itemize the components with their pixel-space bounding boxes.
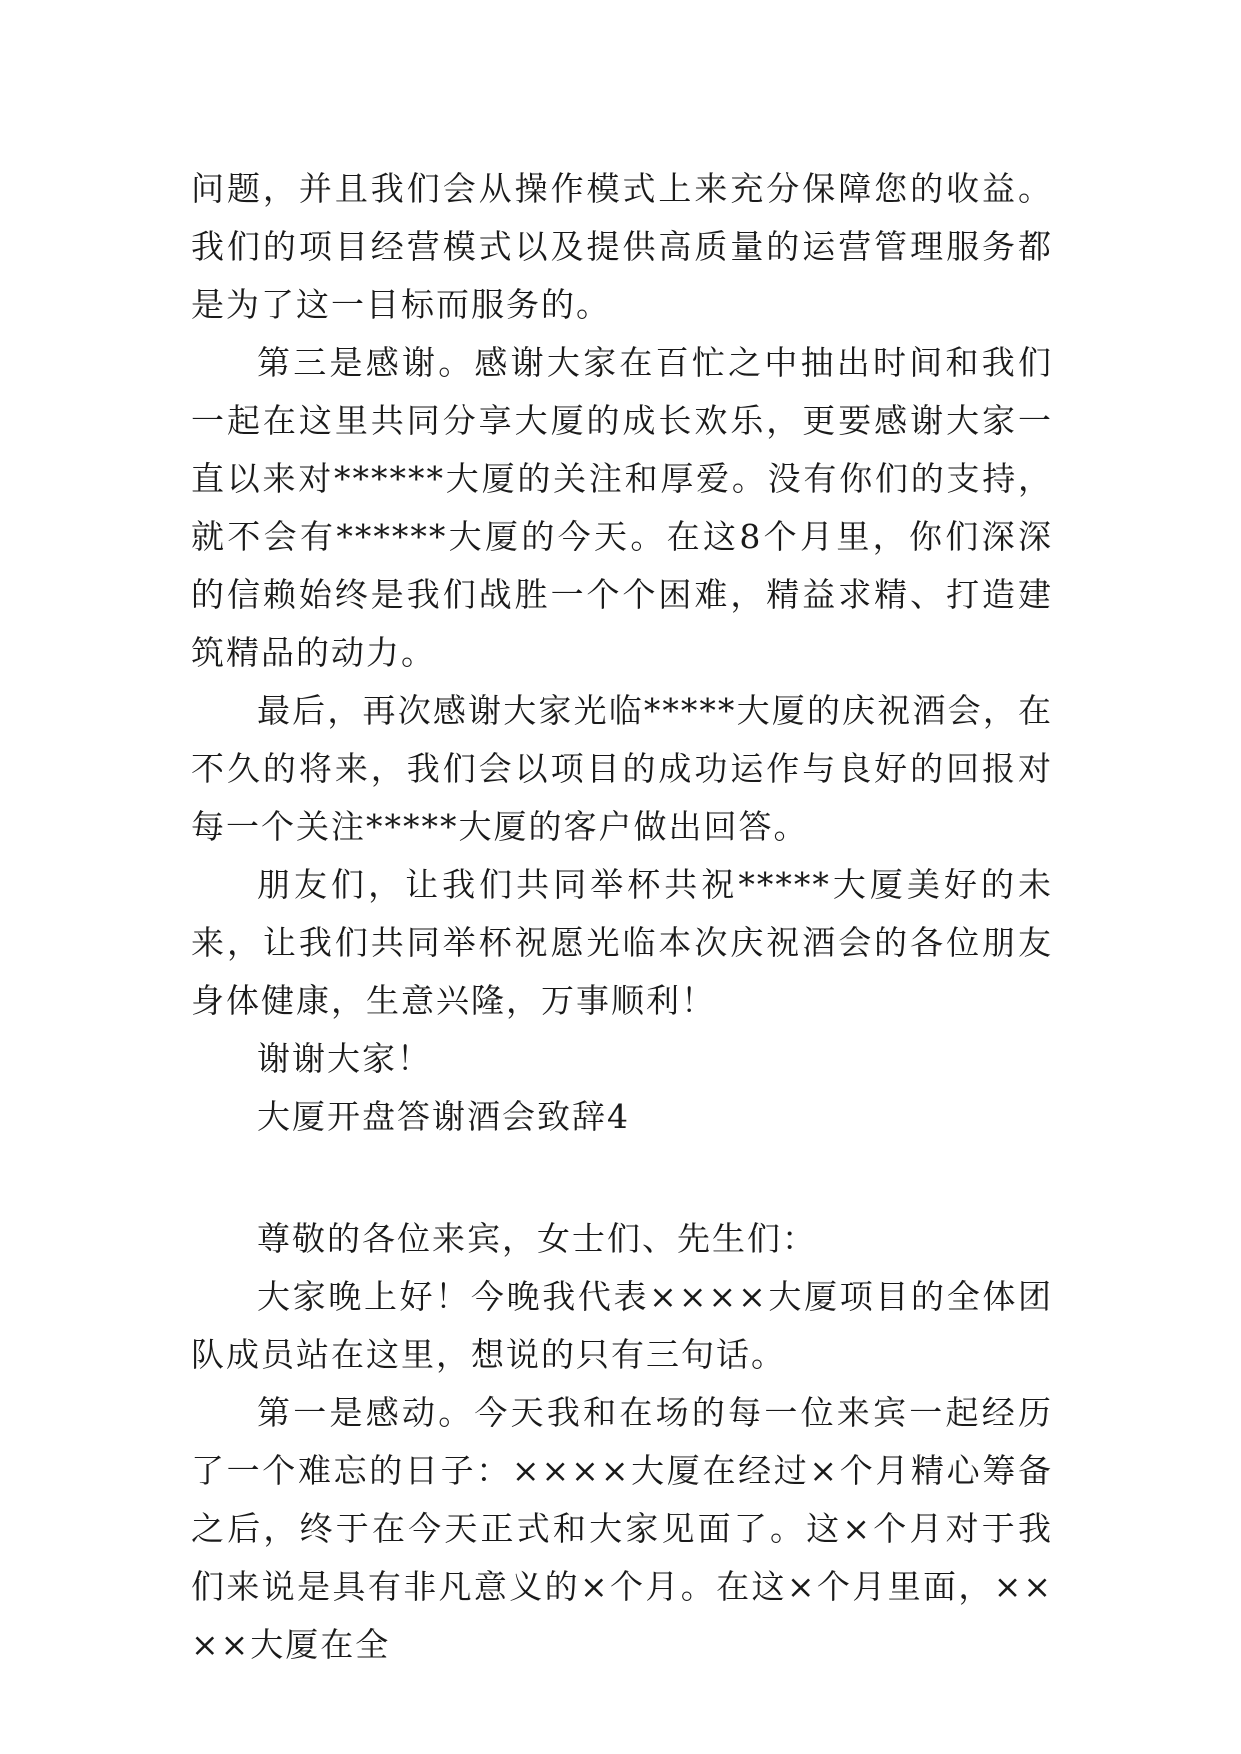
- paragraph-toast: 朋友们，让我们共同举杯共祝*****大厦美好的未来，让我们共同举杯祝愿光临本次庆祝酒会的各位朋友身体健康，生意兴隆，万事顺利！: [191, 865, 1053, 1020]
- paragraph-greeting: 大家晚上好！今晚我代表××××大厦项目的全体团队成员站在这里，想说的只有三句话。: [191, 1277, 1053, 1374]
- paragraph-continuation: 问题，并且我们会从操作模式上来充分保障您的收益。我们的项目经营模式以及提供高质量的运营管理服务都是为了这一目标而服务的。: [191, 169, 1053, 324]
- paragraph-finally: 最后，再次感谢大家光临*****大厦的庆祝酒会，在不久的将来，我们会以项目的成功运作与良好的回报对每一个关注*****大厦的客户做出回答。: [191, 691, 1053, 846]
- paragraph-thanks: 第三是感谢。感谢大家在百忙之中抽出时间和我们一起在这里共同分享大厦的成长欢乐，更要感谢大家一直以来对******大厦的关注和厚爱。没有你们的支持，就不会有******大厦的今天。在这8个月里，你们深深的信赖始终是我们战胜一个个困难，精益求精、打造建筑精品的动力。: [191, 343, 1053, 672]
- paragraph-moved: 第一是感动。今天我和在场的每一位来宾一起经历了一个难忘的日子：××××大厦在经过×个月精心筹备之后，终于在今天正式和大家见面了。这×个月对于我们来说是具有非凡意义的×个月。在这×个月里面，××××大厦在全: [191, 1393, 1053, 1664]
- salutation: 尊敬的各位来宾，女士们、先生们：: [257, 1219, 817, 1258]
- paragraph-thank-you: 谢谢大家！: [257, 1039, 432, 1078]
- document-page: [191, 160, 1053, 1674]
- section-heading: 大厦开盘答谢酒会致辞4: [257, 1097, 630, 1136]
- blank-line: [191, 1146, 1053, 1210]
